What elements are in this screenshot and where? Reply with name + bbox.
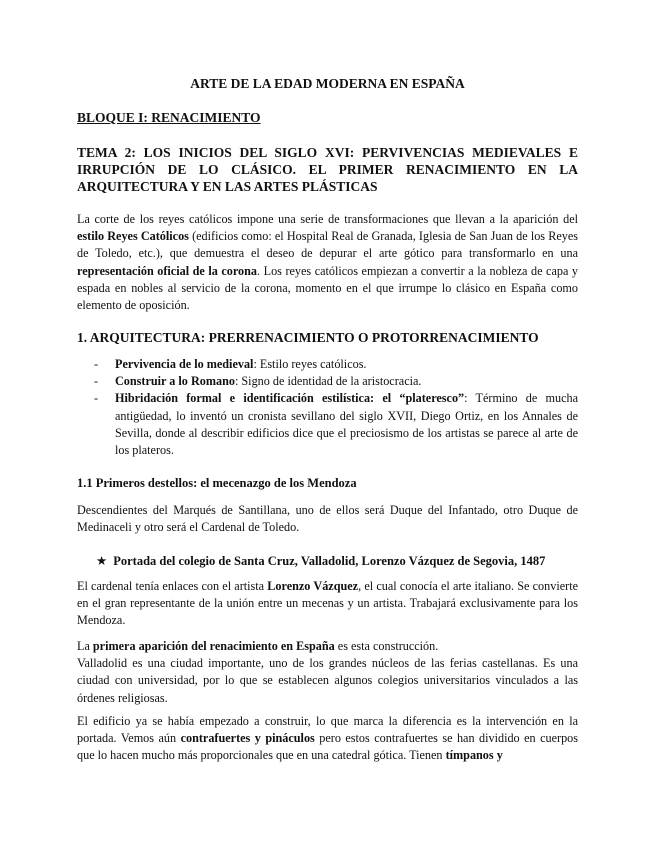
- subsection-1-1-title: 1.1 Primeros destellos: el mecenazgo de los Mendoza: [77, 476, 357, 490]
- cardenal-bold-1: Lorenzo Vázquez: [267, 579, 359, 593]
- list-item: [77, 373, 578, 390]
- intro-text-2: (edificios como: el Hospital Real de Granada, Iglesia de San Juan de los Reyes de Toledo, etc.), que demuestra el deseo de depurar el arte gótico para transformarlo en una: [77, 229, 578, 261]
- primera-text-2: es esta construcción.: [334, 639, 439, 653]
- intro-bold-1: estilo Reyes Católicos: [77, 229, 189, 244]
- block-title: BLOQUE I: RENACIMIENTO: [77, 110, 261, 125]
- section-1-title: 1. ARQUITECTURA: PRERRENACIMIENTO O PROTORRENACIMIENTO: [77, 330, 539, 345]
- primera-text-1: La: [77, 639, 93, 653]
- bullet-dash: -: [94, 357, 99, 371]
- intro-text-3: . Los reyes católicos empiezan a convertir a la nobleza de capa y espada en nobles al servicio de la corona, momento en el que irrumpe lo clásico en España como elemento de oposición.: [77, 263, 578, 313]
- edificio-bold-1: contrafuertes y pináculos: [180, 731, 315, 746]
- theme-title: TEMA 2: LOS INICIOS DEL SIGLO XVI: PERVIVENCIAS MEDIEVALES E IRRUPCIÓN DE LO CLÁSICO. EL PRIMER RENACIMIENTO EN LA ARQUITECTURA Y EN LAS ARTES PLÁSTICAS: [77, 145, 578, 194]
- primera-bold-1: primera aparición del renacimiento en España: [92, 639, 335, 653]
- bullet-text: : Signo de identidad de la aristocracia.: [234, 374, 422, 389]
- primera-paragraph: [77, 638, 578, 707]
- intro-paragraph: [77, 211, 578, 314]
- star-icon: ★: [96, 553, 108, 568]
- document-title: ARTE DE LA EDAD MODERNA EN ESPAÑA: [190, 76, 465, 91]
- cardenal-paragraph: [77, 578, 578, 630]
- bullet-dash: -: [94, 374, 99, 389]
- intro-bold-2: representación oficial de la corona: [77, 263, 258, 278]
- mendoza-paragraph: Descendientes del Marqués de Santillana, uno de ellos será Duque del Infantado, otro Duque de Medinaceli y otro será el Cardenal de Toledo.: [77, 503, 578, 535]
- edificio-bold-2: tímpanos y: [445, 748, 503, 763]
- cardenal-text-1: El cardenal tenía enlaces con el artista: [77, 579, 268, 593]
- bullet-text: : Término de mucha antigüedad, lo inventó un cronista sevillano del siglo XVII, Diego Ortiz, en los Annales de Sevilla, donde al describir edificios dice que el preciosismo de los artistas se parece al arte de los plateros.: [115, 391, 578, 458]
- bullet-dash: -: [94, 391, 99, 406]
- intro-text-1: La corte de los reyes católicos impone una serie de transformaciones que llevan a la aparición del: [77, 212, 578, 226]
- star-heading: [96, 553, 545, 569]
- bullet-text: : Estilo reyes católicos.: [253, 357, 367, 371]
- bullet-list: [77, 356, 578, 459]
- primera-text-3: Valladolid es una ciudad importante, uno de los grandes núcleos de las ferias castellanas. Es una ciudad con universidad, por lo que se establecen algunos colegios universitarios vinculados a las órdenes religiosas.: [77, 656, 578, 705]
- bullet-bold: Construir a lo Romano: [115, 374, 235, 389]
- star-heading-text: Portada del colegio de Santa Cruz, Valladolid, Lorenzo Vázquez de Segovia, 1487: [113, 554, 546, 568]
- bullet-bold: Hibridación formal e identificación estilística: el “plateresco”: [115, 391, 465, 406]
- list-item: [77, 390, 578, 459]
- list-item: [77, 356, 578, 373]
- edificio-text-1: El edificio ya se había empezado a construir, lo que marca la diferencia es la intervención en la portada. Vemos aún: [77, 714, 578, 746]
- edificio-paragraph: [77, 713, 578, 765]
- bullet-bold: Pervivencia de lo medieval: [115, 357, 254, 371]
- edificio-text-2: pero estos contrafuertes se han dividido en cuerpos que lo hacen mucho más proporcionales que en una catedral gótica. Tienen: [77, 731, 579, 763]
- cardenal-text-2: , el cual conocía el arte italiano. Se convierte en el gran representante de la unión entre un mecenas y un artista. Trabajará exclusivamente para los Mendoza.: [77, 579, 578, 628]
